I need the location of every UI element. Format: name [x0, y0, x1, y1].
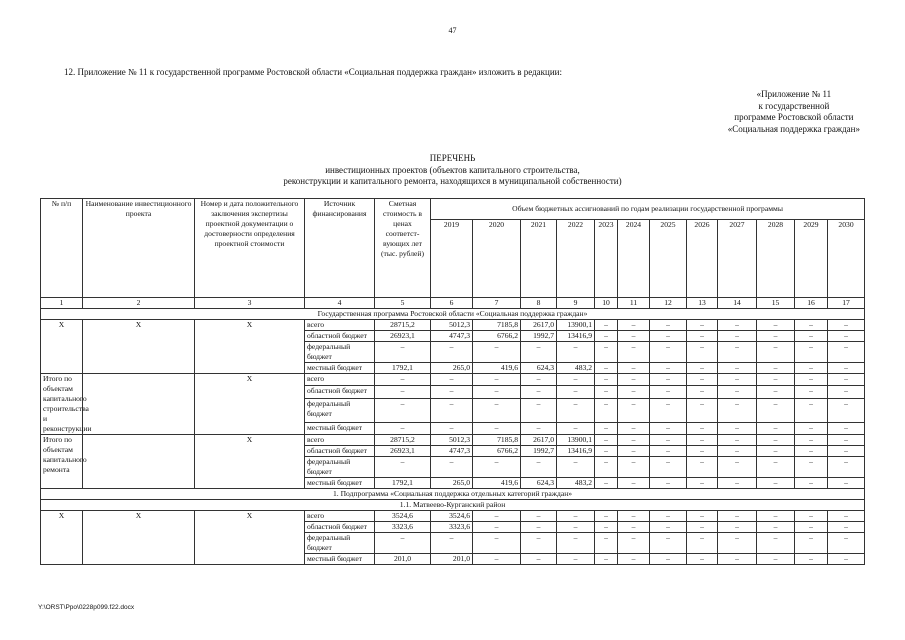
year-value-cell: – — [687, 320, 718, 331]
table-row — [41, 374, 865, 386]
year-value-cell: – — [557, 457, 595, 478]
year-value-cell: – — [473, 386, 521, 398]
year-value-cell: – — [595, 331, 618, 342]
year-value-cell: – — [828, 363, 865, 374]
column-number: 15 — [757, 298, 795, 309]
year-value-cell: – — [521, 422, 557, 434]
year-value-cell: – — [650, 457, 687, 478]
funding-source-cell: всего — [305, 374, 375, 386]
estimated-cost-cell: – — [375, 422, 431, 434]
year-value-cell: – — [718, 522, 757, 533]
year-value-cell: – — [828, 374, 865, 386]
program-row — [41, 309, 865, 320]
year-value-cell: – — [718, 457, 757, 478]
title-line: инвестиционных проектов (объектов капитального строительства, — [325, 164, 580, 175]
year-value-cell: – — [557, 422, 595, 434]
header-year: 2024 — [618, 220, 650, 298]
year-value-cell: – — [557, 398, 595, 422]
year-value-cell: – — [431, 398, 473, 422]
title-line: реконструкции и капитального ремонта, находящихся в муниципальной собственности) — [283, 176, 622, 186]
appendix-heading — [728, 89, 860, 135]
project-name-cell: Х — [83, 320, 195, 374]
year-value-cell: – — [687, 533, 718, 554]
year-value-cell: – — [795, 422, 828, 434]
year-value-cell: – — [473, 533, 521, 554]
year-value-cell: – — [718, 554, 757, 565]
year-value-cell: – — [473, 422, 521, 434]
estimated-cost-cell: – — [375, 398, 431, 422]
year-value-cell: – — [757, 554, 795, 565]
year-value-cell: – — [718, 478, 757, 489]
estimated-cost-cell: – — [375, 457, 431, 478]
year-value-cell: – — [595, 446, 618, 457]
year-value-cell: – — [595, 511, 618, 522]
table-body — [41, 298, 865, 565]
header-year: 2023 — [595, 220, 618, 298]
year-value-cell: – — [431, 386, 473, 398]
year-value-cell: – — [595, 435, 618, 446]
year-value-cell: – — [757, 398, 795, 422]
year-value-cell: – — [795, 457, 828, 478]
project-number-cell: Х — [41, 511, 83, 565]
year-value-cell: – — [828, 320, 865, 331]
year-value-cell: – — [650, 398, 687, 422]
year-value-cell: – — [757, 363, 795, 374]
year-value-cell: – — [473, 554, 521, 565]
expertise-cell: Х — [195, 320, 305, 374]
year-value-cell: 2617,0 — [521, 320, 557, 331]
document-title — [0, 153, 905, 188]
year-value-cell: – — [828, 398, 865, 422]
year-value-cell: 1992,7 — [521, 446, 557, 457]
year-value-cell: – — [650, 522, 687, 533]
year-value-cell: – — [650, 320, 687, 331]
estimated-cost-cell: 1792,1 — [375, 478, 431, 489]
header-estimated-cost: Сметная стоимость в ценах соответст-вующих лет (тыс. рублей) — [375, 199, 431, 298]
appendix-line: «Приложение № 11 — [756, 89, 832, 99]
year-value-cell: 624,3 — [521, 363, 557, 374]
year-value-cell: – — [650, 446, 687, 457]
year-value-cell: – — [618, 363, 650, 374]
year-value-cell: – — [828, 446, 865, 457]
header-year: 2030 — [828, 220, 865, 298]
funding-source-cell: областной бюджет — [305, 446, 375, 457]
appendix-line: программе Ростовской области — [734, 112, 854, 122]
project-name-cell — [83, 374, 195, 435]
year-value-cell: – — [795, 342, 828, 363]
year-value-cell: – — [557, 554, 595, 565]
program-row-label: Государственная программа Ростовской области «Социальная поддержка граждан» — [41, 309, 865, 320]
year-value-cell: – — [595, 374, 618, 386]
project-number-cell: Итого по объектам капитального строительства и реконструкции — [41, 374, 83, 435]
year-value-cell: 201,0 — [431, 554, 473, 565]
year-value-cell: – — [650, 363, 687, 374]
year-value-cell: – — [618, 422, 650, 434]
year-value-cell: – — [595, 554, 618, 565]
year-value-cell: – — [828, 511, 865, 522]
year-value-cell: – — [650, 386, 687, 398]
year-value-cell: – — [557, 342, 595, 363]
year-value-cell: – — [795, 363, 828, 374]
year-value-cell: 3323,6 — [431, 522, 473, 533]
year-value-cell: 4747,3 — [431, 446, 473, 457]
year-value-cell: – — [687, 457, 718, 478]
year-value-cell: – — [795, 554, 828, 565]
year-value-cell: – — [521, 398, 557, 422]
year-value-cell: – — [650, 342, 687, 363]
funding-source-cell: местный бюджет — [305, 422, 375, 434]
year-value-cell: – — [687, 398, 718, 422]
file-path-footer: Y:\ORST\Ppo\0228p099.f22.docx — [38, 604, 135, 611]
column-number: 3 — [195, 298, 305, 309]
year-value-cell: – — [718, 386, 757, 398]
year-value-cell: – — [687, 511, 718, 522]
year-value-cell: – — [650, 331, 687, 342]
year-value-cell: – — [431, 422, 473, 434]
table-row — [41, 435, 865, 446]
funding-source-cell: местный бюджет — [305, 478, 375, 489]
year-value-cell: – — [757, 331, 795, 342]
table-row — [41, 511, 865, 522]
year-value-cell: 624,3 — [521, 478, 557, 489]
column-number: 16 — [795, 298, 828, 309]
column-number: 4 — [305, 298, 375, 309]
year-value-cell: – — [795, 331, 828, 342]
year-value-cell: – — [828, 554, 865, 565]
year-value-cell: – — [595, 320, 618, 331]
year-value-cell: – — [795, 478, 828, 489]
year-value-cell: – — [473, 342, 521, 363]
year-value-cell: – — [618, 398, 650, 422]
table-row — [41, 320, 865, 331]
year-value-cell: 483,2 — [557, 478, 595, 489]
year-value-cell: – — [687, 435, 718, 446]
year-value-cell: – — [618, 386, 650, 398]
year-value-cell: 6766,2 — [473, 331, 521, 342]
year-value-cell: 13900,1 — [557, 320, 595, 331]
expertise-cell: Х — [195, 435, 305, 489]
year-value-cell: – — [687, 331, 718, 342]
year-value-cell: – — [595, 386, 618, 398]
expertise-cell: Х — [195, 374, 305, 435]
year-value-cell: – — [650, 374, 687, 386]
year-value-cell: – — [718, 320, 757, 331]
year-value-cell: – — [473, 457, 521, 478]
year-value-cell: – — [795, 320, 828, 331]
year-value-cell: – — [595, 422, 618, 434]
column-number: 13 — [687, 298, 718, 309]
year-value-cell: – — [473, 522, 521, 533]
year-value-cell: – — [687, 374, 718, 386]
header-year: 2020 — [473, 220, 521, 298]
year-value-cell: – — [757, 511, 795, 522]
year-value-cell: – — [757, 446, 795, 457]
year-value-cell: 5012,3 — [431, 320, 473, 331]
year-value-cell: – — [557, 511, 595, 522]
year-value-cell: – — [795, 511, 828, 522]
subprogram-row-label: 1. Подпрограмма «Социальная поддержка отдельных категорий граждан» — [41, 489, 865, 500]
year-value-cell: – — [687, 446, 718, 457]
year-value-cell: – — [521, 533, 557, 554]
project-number-cell: Итого по объектам капитального ремонта — [41, 435, 83, 489]
header-year: 2019 — [431, 220, 473, 298]
year-value-cell: – — [618, 478, 650, 489]
year-value-cell: 13416,9 — [557, 446, 595, 457]
header-year: 2022 — [557, 220, 595, 298]
year-value-cell: 7185,8 — [473, 320, 521, 331]
column-number: 11 — [618, 298, 650, 309]
year-value-cell: – — [718, 342, 757, 363]
year-value-cell: – — [687, 386, 718, 398]
year-value-cell: – — [687, 554, 718, 565]
year-value-cell: – — [618, 446, 650, 457]
column-number: 9 — [557, 298, 595, 309]
year-value-cell: – — [650, 533, 687, 554]
column-number: 6 — [431, 298, 473, 309]
year-value-cell: 265,0 — [431, 363, 473, 374]
year-value-cell: 2617,0 — [521, 435, 557, 446]
project-name-cell: Х — [83, 511, 195, 565]
year-value-cell: – — [595, 457, 618, 478]
year-value-cell: – — [828, 522, 865, 533]
year-value-cell: – — [521, 374, 557, 386]
year-value-cell: – — [757, 320, 795, 331]
year-value-cell: 1992,7 — [521, 331, 557, 342]
estimated-cost-cell: 3323,6 — [375, 522, 431, 533]
column-number: 17 — [828, 298, 865, 309]
header-project-name: Наименование инвестиционного проекта — [83, 199, 195, 298]
year-value-cell: – — [828, 435, 865, 446]
year-value-cell: – — [650, 554, 687, 565]
year-value-cell: – — [757, 374, 795, 386]
funding-source-cell: федеральный бюджет — [305, 398, 375, 422]
column-number: 2 — [83, 298, 195, 309]
year-value-cell: – — [473, 511, 521, 522]
column-number-row — [41, 298, 865, 309]
year-value-cell: – — [687, 363, 718, 374]
appendix-line: к государственной — [758, 100, 830, 111]
year-value-cell: – — [757, 422, 795, 434]
year-value-cell: – — [687, 342, 718, 363]
year-value-cell: – — [718, 435, 757, 446]
header-year: 2028 — [757, 220, 795, 298]
year-value-cell: – — [795, 446, 828, 457]
year-value-cell: – — [618, 342, 650, 363]
title-line: ПЕРЕЧЕНЬ — [429, 153, 476, 163]
year-value-cell: – — [521, 511, 557, 522]
column-number: 7 — [473, 298, 521, 309]
year-value-cell: – — [795, 374, 828, 386]
estimated-cost-cell: 28715,2 — [375, 320, 431, 331]
year-value-cell: – — [557, 533, 595, 554]
header-year: 2021 — [521, 220, 557, 298]
year-value-cell: – — [595, 522, 618, 533]
year-value-cell: – — [828, 533, 865, 554]
year-value-cell: 265,0 — [431, 478, 473, 489]
header-number: № п/п — [41, 199, 83, 298]
year-value-cell: – — [618, 331, 650, 342]
year-value-cell: 419,6 — [473, 478, 521, 489]
year-value-cell: – — [521, 457, 557, 478]
year-value-cell: – — [595, 398, 618, 422]
year-value-cell: – — [828, 386, 865, 398]
year-value-cell: – — [795, 533, 828, 554]
estimated-cost-cell: – — [375, 533, 431, 554]
year-value-cell: – — [757, 386, 795, 398]
estimated-cost-cell: 1792,1 — [375, 363, 431, 374]
estimated-cost-cell: 26923,1 — [375, 446, 431, 457]
year-value-cell: – — [618, 522, 650, 533]
year-value-cell: – — [687, 522, 718, 533]
year-value-cell: – — [521, 554, 557, 565]
funding-source-cell: местный бюджет — [305, 554, 375, 565]
year-value-cell: – — [757, 533, 795, 554]
year-value-cell: – — [595, 478, 618, 489]
year-value-cell: – — [618, 374, 650, 386]
district-row-label: 1.1. Матвеево-Курганский район — [41, 500, 865, 511]
estimated-cost-cell: – — [375, 342, 431, 363]
year-value-cell: – — [718, 446, 757, 457]
year-value-cell: – — [650, 478, 687, 489]
year-value-cell: – — [757, 478, 795, 489]
year-value-cell: – — [618, 533, 650, 554]
header-year: 2025 — [650, 220, 687, 298]
column-number: 8 — [521, 298, 557, 309]
year-value-cell: – — [557, 374, 595, 386]
header-year: 2027 — [718, 220, 757, 298]
year-value-cell: – — [718, 422, 757, 434]
funding-source-cell: областной бюджет — [305, 522, 375, 533]
district-row — [41, 500, 865, 511]
year-value-cell: – — [757, 435, 795, 446]
year-value-cell: – — [618, 511, 650, 522]
year-value-cell: – — [828, 457, 865, 478]
year-value-cell: 6766,2 — [473, 446, 521, 457]
year-value-cell: – — [521, 386, 557, 398]
year-value-cell: – — [795, 398, 828, 422]
year-value-cell: – — [595, 363, 618, 374]
year-value-cell: – — [618, 320, 650, 331]
investment-projects-table — [40, 198, 865, 565]
year-value-cell: 13900,1 — [557, 435, 595, 446]
year-value-cell: – — [557, 522, 595, 533]
year-value-cell: – — [718, 511, 757, 522]
year-value-cell: – — [718, 363, 757, 374]
estimated-cost-cell: – — [375, 374, 431, 386]
estimated-cost-cell: 28715,2 — [375, 435, 431, 446]
funding-source-cell: всего — [305, 511, 375, 522]
year-value-cell: 5012,3 — [431, 435, 473, 446]
estimated-cost-cell: 201,0 — [375, 554, 431, 565]
page-number: 47 — [448, 26, 457, 35]
year-value-cell: – — [521, 522, 557, 533]
appendix-line: «Социальная поддержка граждан» — [727, 123, 860, 134]
column-number: 12 — [650, 298, 687, 309]
year-value-cell: – — [687, 422, 718, 434]
year-value-cell: – — [618, 457, 650, 478]
year-value-cell: – — [687, 478, 718, 489]
year-value-cell: – — [828, 331, 865, 342]
year-value-cell: 7185,8 — [473, 435, 521, 446]
header-year: 2026 — [687, 220, 718, 298]
year-value-cell: 483,2 — [557, 363, 595, 374]
column-number: 10 — [595, 298, 618, 309]
year-value-cell: – — [650, 511, 687, 522]
year-value-cell: – — [795, 435, 828, 446]
year-value-cell: – — [795, 522, 828, 533]
year-value-cell: – — [828, 342, 865, 363]
header-funding-source: Источник финансирования — [305, 199, 375, 298]
year-value-cell: – — [757, 457, 795, 478]
year-value-cell: – — [595, 342, 618, 363]
funding-source-cell: областной бюджет — [305, 331, 375, 342]
funding-source-cell: всего — [305, 320, 375, 331]
year-value-cell: – — [718, 331, 757, 342]
year-value-cell: – — [618, 554, 650, 565]
funding-source-cell: местный бюджет — [305, 363, 375, 374]
year-value-cell: – — [473, 398, 521, 422]
year-value-cell: – — [595, 533, 618, 554]
funding-source-cell: всего — [305, 435, 375, 446]
year-value-cell: – — [757, 342, 795, 363]
year-value-cell: – — [521, 342, 557, 363]
expertise-cell: Х — [195, 511, 305, 565]
funding-source-cell: областной бюджет — [305, 386, 375, 398]
year-value-cell: 419,6 — [473, 363, 521, 374]
estimated-cost-cell: 26923,1 — [375, 331, 431, 342]
column-number: 1 — [41, 298, 83, 309]
estimated-cost-cell: – — [375, 386, 431, 398]
estimated-cost-cell: 3524,6 — [375, 511, 431, 522]
year-value-cell: – — [828, 478, 865, 489]
year-value-cell: – — [431, 457, 473, 478]
year-value-cell: 4747,3 — [431, 331, 473, 342]
year-value-cell: – — [650, 422, 687, 434]
funding-source-cell: федеральный бюджет — [305, 533, 375, 554]
year-value-cell: – — [757, 522, 795, 533]
header-expertise: Номер и дата положительного заключения экспертизы проектной документации о достоверности определения проектной стоимости — [195, 199, 305, 298]
year-value-cell: – — [718, 398, 757, 422]
year-value-cell: – — [431, 374, 473, 386]
header-budget-volume: Объем бюджетных ассигнований по годам реализации государственной программы — [431, 199, 865, 220]
year-value-cell: – — [650, 435, 687, 446]
intro-paragraph: 12. Приложение № 11 к государственной программе Ростовской области «Социальная поддержка граждан» изложить в редакции: — [64, 67, 562, 77]
year-value-cell: – — [718, 374, 757, 386]
year-value-cell: 13416,9 — [557, 331, 595, 342]
project-number-cell: Х — [41, 320, 83, 374]
year-value-cell: – — [718, 533, 757, 554]
column-number: 14 — [718, 298, 757, 309]
year-value-cell: – — [431, 342, 473, 363]
project-name-cell — [83, 435, 195, 489]
year-value-cell: – — [431, 533, 473, 554]
subprogram-row — [41, 489, 865, 500]
year-value-cell: – — [473, 374, 521, 386]
year-value-cell: – — [795, 386, 828, 398]
column-number: 5 — [375, 298, 431, 309]
funding-source-cell: федеральный бюджет — [305, 342, 375, 363]
year-value-cell: – — [557, 386, 595, 398]
year-value-cell: 3524,6 — [431, 511, 473, 522]
funding-source-cell: федеральный бюджет — [305, 457, 375, 478]
year-value-cell: – — [828, 422, 865, 434]
header-year: 2029 — [795, 220, 828, 298]
year-value-cell: – — [618, 435, 650, 446]
